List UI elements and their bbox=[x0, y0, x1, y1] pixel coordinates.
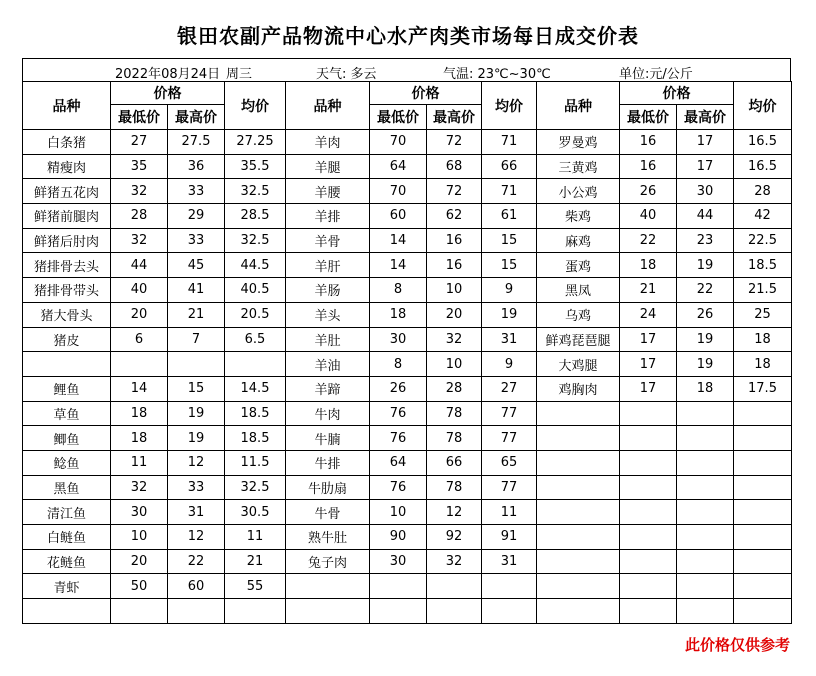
cell-name: 鲜猪前腿肉 bbox=[23, 204, 111, 229]
page-title: 银田农副产品物流中心水产肉类市场每日成交价表 bbox=[177, 24, 639, 48]
cell-low: 30 bbox=[111, 500, 168, 525]
cell-high: 18 bbox=[677, 376, 734, 401]
cell-avg: 9 bbox=[482, 352, 537, 377]
cell-high: 31 bbox=[168, 500, 225, 525]
cell-avg: 15 bbox=[482, 228, 537, 253]
cell-low: 35 bbox=[111, 154, 168, 179]
cell-low: 14 bbox=[370, 228, 427, 253]
cell-high: 29 bbox=[168, 204, 225, 229]
cell-name: 猪皮 bbox=[23, 327, 111, 352]
cell-high bbox=[677, 549, 734, 574]
table-row bbox=[23, 179, 792, 204]
cell-low: 32 bbox=[111, 228, 168, 253]
table-row bbox=[23, 549, 792, 574]
cell-avg: 27.25 bbox=[225, 130, 286, 155]
cell-name: 猪大骨头 bbox=[23, 302, 111, 327]
cell-name: 草鱼 bbox=[23, 401, 111, 426]
cell-name: 鲜鸡琵琶腿 bbox=[537, 327, 620, 352]
cell-high bbox=[677, 574, 734, 599]
table-row bbox=[23, 401, 792, 426]
cell-avg: 28 bbox=[734, 179, 792, 204]
cell-high: 22 bbox=[677, 278, 734, 303]
cell-avg: 30.5 bbox=[225, 500, 286, 525]
cell-avg: 25 bbox=[734, 302, 792, 327]
cell-low: 16 bbox=[620, 130, 677, 155]
table-body bbox=[23, 130, 792, 624]
cell-avg: 14.5 bbox=[225, 376, 286, 401]
cell-name bbox=[537, 549, 620, 574]
cell-avg: 19 bbox=[482, 302, 537, 327]
cell-high: 10 bbox=[427, 278, 482, 303]
cell-avg: 32.5 bbox=[225, 179, 286, 204]
cell-high: 22 bbox=[168, 549, 225, 574]
cell-name: 羊腿 bbox=[286, 154, 370, 179]
cell-name bbox=[286, 599, 370, 624]
table-row bbox=[23, 327, 792, 352]
cell-avg: 65 bbox=[482, 450, 537, 475]
cell-avg bbox=[482, 574, 537, 599]
cell-name: 鲤鱼 bbox=[23, 376, 111, 401]
cell-name: 牛肉 bbox=[286, 401, 370, 426]
cell-avg: 20.5 bbox=[225, 302, 286, 327]
cell-name: 兔子肉 bbox=[286, 549, 370, 574]
cell-name: 白鲢鱼 bbox=[23, 525, 111, 550]
cell-avg: 21 bbox=[225, 549, 286, 574]
cell-name: 羊肠 bbox=[286, 278, 370, 303]
cell-low: 30 bbox=[370, 549, 427, 574]
cell-name: 麻鸡 bbox=[537, 228, 620, 253]
cell-avg: 11.5 bbox=[225, 450, 286, 475]
cell-avg bbox=[734, 450, 792, 475]
cell-name: 乌鸡 bbox=[537, 302, 620, 327]
cell-avg: 44.5 bbox=[225, 253, 286, 278]
cell-low: 26 bbox=[620, 179, 677, 204]
cell-name: 羊头 bbox=[286, 302, 370, 327]
cell-high: 20 bbox=[427, 302, 482, 327]
cell-name: 羊蹄 bbox=[286, 376, 370, 401]
cell-avg bbox=[734, 475, 792, 500]
cell-high: 78 bbox=[427, 426, 482, 451]
table-row bbox=[23, 525, 792, 550]
table-row bbox=[23, 204, 792, 229]
unit-text: 单位:元/公斤 bbox=[619, 67, 693, 82]
cell-high: 72 bbox=[427, 130, 482, 155]
cell-high: 28 bbox=[427, 376, 482, 401]
cell-high bbox=[677, 426, 734, 451]
cell-high: 27.5 bbox=[168, 130, 225, 155]
cell-avg: 42 bbox=[734, 204, 792, 229]
table-row bbox=[23, 574, 792, 599]
table-row bbox=[23, 278, 792, 303]
cell-high: 12 bbox=[427, 500, 482, 525]
cell-low bbox=[370, 574, 427, 599]
cell-low: 27 bbox=[111, 130, 168, 155]
cell-avg: 77 bbox=[482, 401, 537, 426]
cell-high: 26 bbox=[677, 302, 734, 327]
cell-name: 羊排 bbox=[286, 204, 370, 229]
cell-name: 羊肉 bbox=[286, 130, 370, 155]
cell-high: 15 bbox=[168, 376, 225, 401]
cell-high: 92 bbox=[427, 525, 482, 550]
cell-high: 33 bbox=[168, 228, 225, 253]
info-bar bbox=[22, 58, 791, 82]
cell-name bbox=[537, 525, 620, 550]
cell-avg: 35.5 bbox=[225, 154, 286, 179]
cell-low: 10 bbox=[111, 525, 168, 550]
cell-avg: 18.5 bbox=[734, 253, 792, 278]
cell-avg bbox=[734, 599, 792, 624]
cell-low bbox=[370, 599, 427, 624]
cell-avg: 18.5 bbox=[225, 401, 286, 426]
cell-high bbox=[677, 401, 734, 426]
cell-name: 黑凤 bbox=[537, 278, 620, 303]
cell-name: 羊腰 bbox=[286, 179, 370, 204]
cell-low: 11 bbox=[111, 450, 168, 475]
header-avg: 均价 bbox=[734, 82, 792, 130]
cell-name: 罗曼鸡 bbox=[537, 130, 620, 155]
cell-name: 羊肝 bbox=[286, 253, 370, 278]
cell-avg: 18 bbox=[734, 352, 792, 377]
cell-avg bbox=[482, 599, 537, 624]
cell-high: 68 bbox=[427, 154, 482, 179]
cell-name bbox=[286, 574, 370, 599]
cell-low: 18 bbox=[111, 426, 168, 451]
cell-avg: 61 bbox=[482, 204, 537, 229]
cell-high: 19 bbox=[677, 253, 734, 278]
header-high: 最高价 bbox=[427, 105, 482, 130]
cell-name bbox=[537, 475, 620, 500]
cell-low: 28 bbox=[111, 204, 168, 229]
cell-name: 羊骨 bbox=[286, 228, 370, 253]
cell-high: 33 bbox=[168, 179, 225, 204]
cell-high: 19 bbox=[168, 401, 225, 426]
cell-avg: 32.5 bbox=[225, 475, 286, 500]
cell-low: 30 bbox=[370, 327, 427, 352]
cell-name bbox=[537, 450, 620, 475]
header-price: 价格 bbox=[620, 82, 734, 105]
cell-high bbox=[677, 450, 734, 475]
cell-avg bbox=[734, 574, 792, 599]
cell-name: 牛骨 bbox=[286, 500, 370, 525]
cell-avg bbox=[734, 426, 792, 451]
cell-avg: 66 bbox=[482, 154, 537, 179]
weekday-text: 周三 bbox=[226, 67, 253, 82]
cell-name: 牛肋扇 bbox=[286, 475, 370, 500]
cell-avg: 9 bbox=[482, 278, 537, 303]
cell-high: 66 bbox=[427, 450, 482, 475]
header-avg: 均价 bbox=[225, 82, 286, 130]
cell-avg: 18.5 bbox=[225, 426, 286, 451]
cell-high bbox=[677, 500, 734, 525]
cell-name: 熟牛肚 bbox=[286, 525, 370, 550]
header-price: 价格 bbox=[370, 82, 482, 105]
date-text: 2022年08月24日 bbox=[115, 67, 221, 82]
cell-low: 40 bbox=[111, 278, 168, 303]
cell-low: 40 bbox=[620, 204, 677, 229]
cell-name bbox=[537, 574, 620, 599]
cell-high: 19 bbox=[677, 352, 734, 377]
cell-high bbox=[427, 574, 482, 599]
cell-high bbox=[168, 352, 225, 377]
header-price: 价格 bbox=[111, 82, 225, 105]
cell-low: 24 bbox=[620, 302, 677, 327]
cell-low: 18 bbox=[620, 253, 677, 278]
cell-name: 黑鱼 bbox=[23, 475, 111, 500]
cell-avg: 27 bbox=[482, 376, 537, 401]
cell-high: 78 bbox=[427, 401, 482, 426]
table-row bbox=[23, 253, 792, 278]
cell-high: 21 bbox=[168, 302, 225, 327]
cell-high: 19 bbox=[677, 327, 734, 352]
cell-high bbox=[677, 525, 734, 550]
cell-name: 牛排 bbox=[286, 450, 370, 475]
cell-high: 10 bbox=[427, 352, 482, 377]
cell-name bbox=[23, 599, 111, 624]
cell-avg: 16.5 bbox=[734, 154, 792, 179]
cell-low: 22 bbox=[620, 228, 677, 253]
cell-low: 17 bbox=[620, 327, 677, 352]
cell-high bbox=[677, 475, 734, 500]
cell-high: 30 bbox=[677, 179, 734, 204]
cell-avg: 15 bbox=[482, 253, 537, 278]
cell-avg: 77 bbox=[482, 426, 537, 451]
cell-high: 16 bbox=[427, 228, 482, 253]
cell-avg bbox=[734, 401, 792, 426]
cell-low: 76 bbox=[370, 426, 427, 451]
header-high: 最高价 bbox=[168, 105, 225, 130]
cell-high: 33 bbox=[168, 475, 225, 500]
cell-avg: 55 bbox=[225, 574, 286, 599]
cell-avg: 18 bbox=[734, 327, 792, 352]
cell-avg: 11 bbox=[225, 525, 286, 550]
cell-low: 20 bbox=[111, 549, 168, 574]
cell-high: 60 bbox=[168, 574, 225, 599]
table-row bbox=[23, 599, 792, 624]
cell-name: 清江鱼 bbox=[23, 500, 111, 525]
cell-name: 羊肚 bbox=[286, 327, 370, 352]
table-row bbox=[23, 376, 792, 401]
cell-avg: 77 bbox=[482, 475, 537, 500]
cell-low: 50 bbox=[111, 574, 168, 599]
cell-low: 18 bbox=[370, 302, 427, 327]
cell-low bbox=[620, 475, 677, 500]
cell-avg: 40.5 bbox=[225, 278, 286, 303]
cell-high: 44 bbox=[677, 204, 734, 229]
table-row bbox=[23, 352, 792, 377]
cell-low: 76 bbox=[370, 475, 427, 500]
cell-low: 14 bbox=[111, 376, 168, 401]
cell-high: 17 bbox=[677, 130, 734, 155]
cell-high: 32 bbox=[427, 327, 482, 352]
table-row bbox=[23, 475, 792, 500]
cell-name: 猪排骨带头 bbox=[23, 278, 111, 303]
disclaimer-note: 此价格仅供参考 bbox=[684, 636, 790, 654]
table-row bbox=[23, 450, 792, 475]
weather-text: 天气: 多云 bbox=[316, 67, 377, 82]
cell-avg: 17.5 bbox=[734, 376, 792, 401]
cell-high: 19 bbox=[168, 426, 225, 451]
cell-avg: 71 bbox=[482, 130, 537, 155]
cell-low bbox=[111, 599, 168, 624]
cell-name: 牛腩 bbox=[286, 426, 370, 451]
cell-avg bbox=[734, 525, 792, 550]
cell-high: 62 bbox=[427, 204, 482, 229]
cell-high: 16 bbox=[427, 253, 482, 278]
cell-name: 羊油 bbox=[286, 352, 370, 377]
cell-low: 32 bbox=[111, 179, 168, 204]
cell-low: 17 bbox=[620, 352, 677, 377]
cell-avg: 21.5 bbox=[734, 278, 792, 303]
cell-high: 45 bbox=[168, 253, 225, 278]
table-row bbox=[23, 426, 792, 451]
cell-avg: 31 bbox=[482, 549, 537, 574]
table-row bbox=[23, 130, 792, 155]
cell-low bbox=[620, 426, 677, 451]
cell-low bbox=[111, 352, 168, 377]
header-name: 品种 bbox=[537, 82, 620, 130]
header-avg: 均价 bbox=[482, 82, 537, 130]
cell-low: 26 bbox=[370, 376, 427, 401]
cell-name: 白条猪 bbox=[23, 130, 111, 155]
cell-name bbox=[537, 426, 620, 451]
cell-name: 蛋鸡 bbox=[537, 253, 620, 278]
header-name: 品种 bbox=[23, 82, 111, 130]
table-row bbox=[23, 302, 792, 327]
header-row-top bbox=[23, 82, 792, 105]
cell-name bbox=[537, 500, 620, 525]
cell-high bbox=[677, 599, 734, 624]
cell-low bbox=[620, 574, 677, 599]
cell-low: 14 bbox=[370, 253, 427, 278]
cell-low: 44 bbox=[111, 253, 168, 278]
header-high: 最高价 bbox=[677, 105, 734, 130]
cell-name: 鲜猪五花肉 bbox=[23, 179, 111, 204]
cell-avg: 32.5 bbox=[225, 228, 286, 253]
cell-avg: 91 bbox=[482, 525, 537, 550]
cell-name: 大鸡腿 bbox=[537, 352, 620, 377]
price-table bbox=[22, 81, 792, 624]
table-row bbox=[23, 154, 792, 179]
cell-name: 鲶鱼 bbox=[23, 450, 111, 475]
cell-low: 90 bbox=[370, 525, 427, 550]
cell-low: 21 bbox=[620, 278, 677, 303]
cell-low: 6 bbox=[111, 327, 168, 352]
cell-name: 精瘦肉 bbox=[23, 154, 111, 179]
header-row-bottom bbox=[23, 105, 792, 130]
cell-low bbox=[620, 525, 677, 550]
cell-low: 10 bbox=[370, 500, 427, 525]
cell-high: 12 bbox=[168, 525, 225, 550]
cell-low: 8 bbox=[370, 278, 427, 303]
cell-high: 17 bbox=[677, 154, 734, 179]
cell-avg: 16.5 bbox=[734, 130, 792, 155]
cell-avg: 6.5 bbox=[225, 327, 286, 352]
cell-low: 17 bbox=[620, 376, 677, 401]
header-name: 品种 bbox=[286, 82, 370, 130]
cell-name: 鲜猪后肘肉 bbox=[23, 228, 111, 253]
header-low: 最低价 bbox=[111, 105, 168, 130]
cell-low: 60 bbox=[370, 204, 427, 229]
cell-low: 70 bbox=[370, 130, 427, 155]
cell-low bbox=[620, 401, 677, 426]
cell-high: 78 bbox=[427, 475, 482, 500]
header-low: 最低价 bbox=[370, 105, 427, 130]
cell-low: 64 bbox=[370, 154, 427, 179]
cell-low: 76 bbox=[370, 401, 427, 426]
cell-high: 23 bbox=[677, 228, 734, 253]
cell-high bbox=[427, 599, 482, 624]
table-row bbox=[23, 228, 792, 253]
cell-name: 三黄鸡 bbox=[537, 154, 620, 179]
cell-name: 鸡胸肉 bbox=[537, 376, 620, 401]
cell-low: 64 bbox=[370, 450, 427, 475]
cell-avg bbox=[225, 352, 286, 377]
cell-high: 32 bbox=[427, 549, 482, 574]
cell-avg: 28.5 bbox=[225, 204, 286, 229]
table-row bbox=[23, 500, 792, 525]
cell-high: 7 bbox=[168, 327, 225, 352]
cell-low: 70 bbox=[370, 179, 427, 204]
cell-name bbox=[23, 352, 111, 377]
cell-avg bbox=[734, 549, 792, 574]
cell-name: 青虾 bbox=[23, 574, 111, 599]
cell-low: 8 bbox=[370, 352, 427, 377]
cell-name: 小公鸡 bbox=[537, 179, 620, 204]
cell-low bbox=[620, 599, 677, 624]
cell-avg: 71 bbox=[482, 179, 537, 204]
cell-low bbox=[620, 500, 677, 525]
cell-name: 猪排骨去头 bbox=[23, 253, 111, 278]
cell-low bbox=[620, 450, 677, 475]
cell-name: 柴鸡 bbox=[537, 204, 620, 229]
cell-low: 18 bbox=[111, 401, 168, 426]
header-low: 最低价 bbox=[620, 105, 677, 130]
cell-avg: 22.5 bbox=[734, 228, 792, 253]
cell-avg: 31 bbox=[482, 327, 537, 352]
cell-low bbox=[620, 549, 677, 574]
cell-name: 花鲢鱼 bbox=[23, 549, 111, 574]
cell-avg bbox=[734, 500, 792, 525]
cell-high: 12 bbox=[168, 450, 225, 475]
cell-high: 36 bbox=[168, 154, 225, 179]
cell-high: 72 bbox=[427, 179, 482, 204]
cell-low: 16 bbox=[620, 154, 677, 179]
cell-low: 20 bbox=[111, 302, 168, 327]
cell-name bbox=[537, 599, 620, 624]
cell-avg bbox=[225, 599, 286, 624]
cell-low: 32 bbox=[111, 475, 168, 500]
cell-high: 41 bbox=[168, 278, 225, 303]
cell-name: 鲫鱼 bbox=[23, 426, 111, 451]
temperature-text: 气温: 23℃~30℃ bbox=[443, 67, 551, 82]
cell-name bbox=[537, 401, 620, 426]
cell-avg: 11 bbox=[482, 500, 537, 525]
cell-high bbox=[168, 599, 225, 624]
